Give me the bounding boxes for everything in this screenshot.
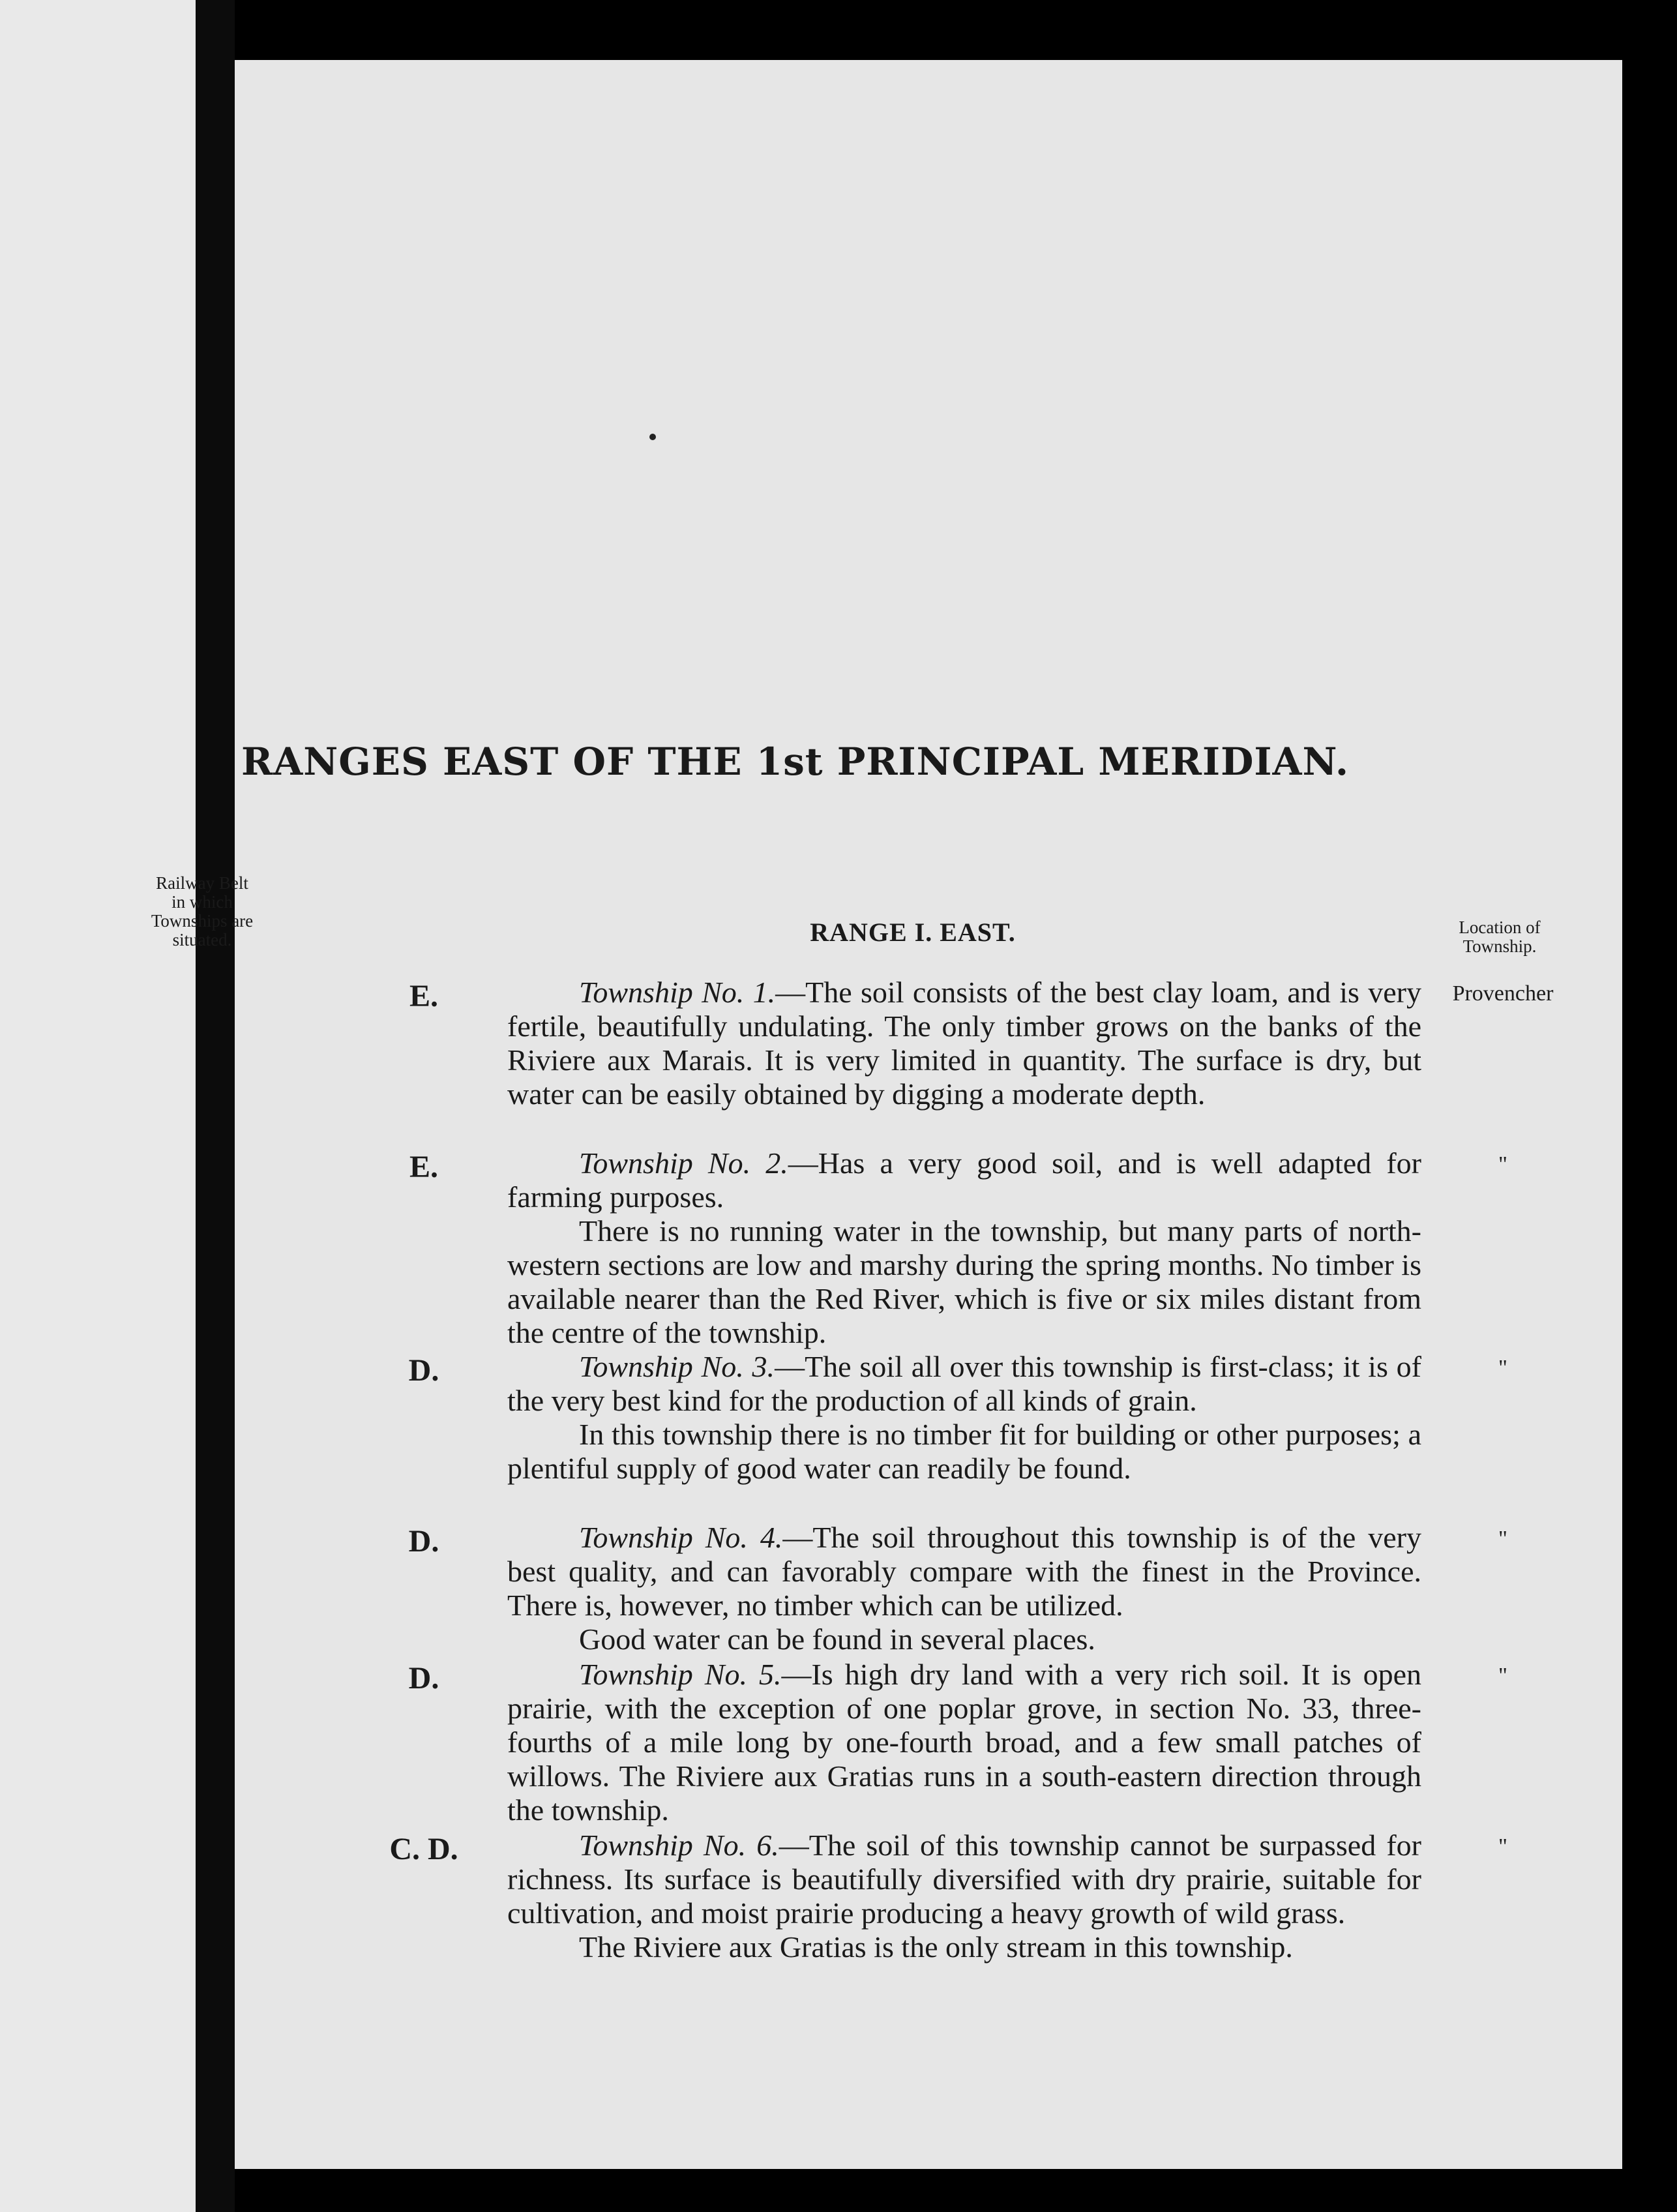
township-location: " [1498,1664,1507,1688]
railway-belt-code: D. [408,1661,439,1696]
township-label: Township No. 6. [579,1829,779,1862]
township-text [507,1658,1421,1827]
location-header-line: Location of [1459,918,1541,937]
township-location: " [1498,1834,1507,1859]
township-text [507,1146,1421,1350]
railway-belt-header-line: in which [171,892,233,912]
township-entry [0,976,1677,1146]
township-paragraph [507,976,1421,1111]
township-location: " [1498,1152,1507,1176]
township-paragraph [507,1829,1421,1930]
township-description: —Is high dry land with a very rich soil. It is open prairie, with the exception of one poplar grove, in section No. 33, three-fourths of a mile long by one-fourth broad, and a few small patches of willows. The Riviere aux Gratias runs in a south-eastern direction through the township. [507,1658,1422,1827]
railway-belt-code: E. [409,1150,438,1184]
township-location: " [1498,1356,1507,1380]
railway-belt-header-line: Townships are [151,911,254,931]
township-label: Township No. 5. [579,1658,782,1691]
ink-speck [649,434,656,440]
township-text [507,1350,1421,1486]
township-description: —The soil of this township cannot be surpassed for richness. Its surface is beautifully diversified with dry prairie, suitable for cultivation, and moist prairie producing a heavy growth of wild grass. [507,1829,1421,1930]
township-location: " [1498,1527,1507,1551]
township-description: —The soil consists of the best clay loam, and is very fertile, beautifully undulating. The only timber grows on the banks of the Riviere aux Marais. It is very limited in quantity. The surface is dry, but water can be easily obtained by digging a moderate depth. [507,976,1421,1111]
township-paragraph [507,1658,1421,1827]
township-text [507,1521,1421,1656]
township-paragraph [507,1146,1421,1214]
railway-belt-code: D. [408,1353,439,1388]
range-heading: RANGE I. EAST. [810,918,1016,947]
railway-belt-column-header [104,874,300,949]
township-label: Township No. 4. [579,1521,783,1554]
township-label: Township No. 3. [579,1350,775,1383]
railway-belt-header-line: situated. [172,930,232,949]
township-entry [0,1350,1677,1521]
township-paragraph: Good water can be found in several places. [579,1622,1095,1656]
township-location: Provencher [1452,981,1554,1006]
township-entries [0,976,1677,1999]
location-header-line: Township. [1462,936,1537,956]
railway-belt-code: E. [409,979,438,1013]
railway-belt-header-line: Railway Belt [156,873,248,893]
page-title: RANGES EAST OF THE 1st PRINCIPAL MERIDIAN. [241,740,1350,784]
township-entry [0,1521,1677,1658]
township-label: Township No. 2. [579,1146,788,1180]
township-paragraph: The Riviere aux Gratias is the only stream in this township. [579,1930,1293,1964]
railway-belt-code: C. D. [389,1832,458,1866]
township-label: Township No. 1. [579,976,776,1009]
township-text [507,976,1421,1111]
township-paragraph [507,1521,1421,1622]
township-description: —Has a very good soil, and is well adapted for farming purposes. [507,1146,1421,1214]
location-column-header [1421,918,1578,956]
township-paragraph [507,1350,1421,1418]
township-entry [0,1658,1677,1829]
township-description: —The soil throughout this township is of the very best quality, and can favorably compare with the finest in the Province. There is, however, no timber which can be utilized. [507,1521,1422,1622]
township-text [507,1829,1421,1964]
railway-belt-code: D. [408,1524,439,1559]
township-paragraph: In this township there is no timber fit for building or other purposes; a plentiful supply of good water can readily be found. [507,1418,1421,1485]
township-paragraph: There is no running water in the township, but many parts of north-western sections are low and marshy during the spring months. No timber is available nearer than the Red River, which is five or six miles distant from the centre of the township. [507,1214,1421,1349]
township-entry [0,1146,1677,1350]
township-description: —The soil all over this township is first-class; it is of the very best kind for the production of all kinds of grain. [507,1350,1421,1417]
township-entry [0,1829,1677,1999]
